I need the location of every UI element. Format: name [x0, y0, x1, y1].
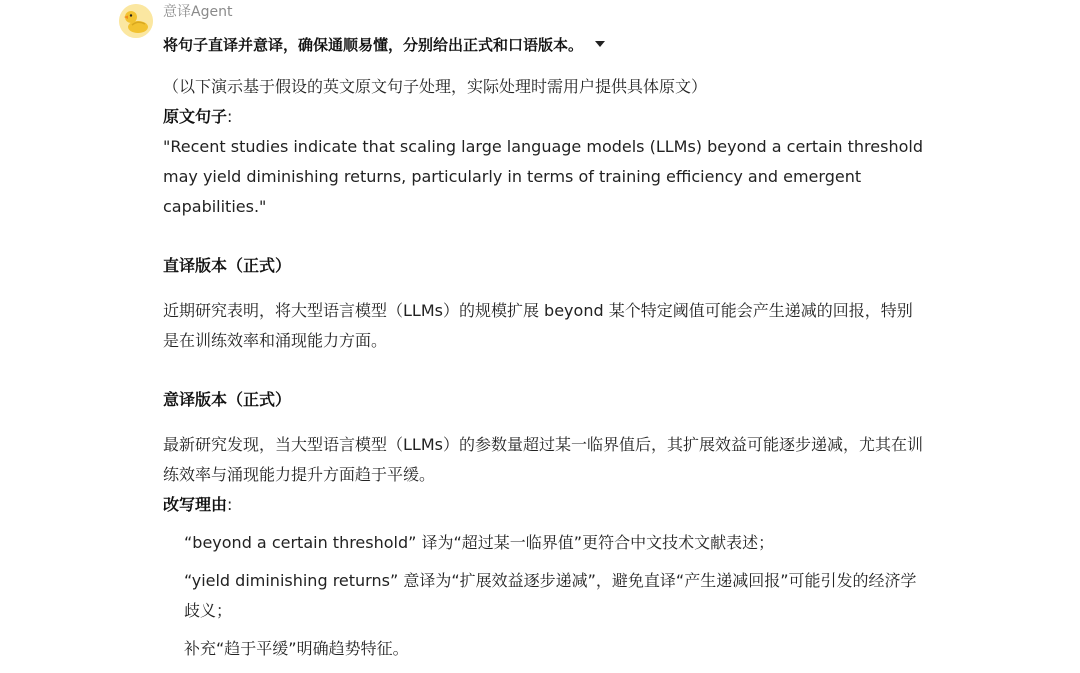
- free-title: 意译版本（正式）: [163, 390, 292, 409]
- reason-heading: [163, 490, 923, 520]
- free-translation: 最新研究发现，当大型语言模型（LLMs）的参数量超过某一临界值后，其扩展效益可能逐步递减，尤其在训练效率与涌现能力提升方面趋于平缓。: [163, 435, 923, 484]
- response-body: [163, 72, 923, 672]
- caret-down-icon[interactable]: [595, 41, 605, 47]
- original-sentence: "Recent studies indicate that scaling large language models (LLMs) beyond a certain threshold may yield diminishing returns, particularly in terms of training efficiency and emergent capabilities.": [163, 137, 923, 216]
- assumption-note: （以下演示基于假设的英文原文句子处理，实际处理时需用户提供具体原文）: [163, 77, 708, 96]
- list-item: 补充“趋于平缓”明确趋势特征。: [184, 639, 409, 658]
- avatar: [119, 4, 153, 38]
- agent-name: 意译Agent: [163, 4, 233, 20]
- reason-colon: :: [227, 495, 233, 514]
- reason-list: [163, 528, 923, 664]
- reason-label: 改写理由: [163, 495, 228, 514]
- original-heading: [163, 102, 923, 132]
- original-label: 原文句子: [163, 107, 228, 126]
- prompt-text: 将句子直译并意译，确保通顺易懂，分别给出正式和口语版本。: [163, 35, 584, 54]
- literal-translation: 近期研究表明，将大型语言模型（LLMs）的规模扩展 beyond 某个特定阈值可能会产生递减的回报，特别是在训练效率和涌现能力方面。: [163, 301, 913, 350]
- list-item: “yield diminishing returns” 意译为“扩展效益逐步递减”，避免直译“产生递减回报”可能引发的经济学歧义；: [184, 571, 917, 620]
- literal-title: 直译版本（正式）: [163, 256, 292, 275]
- list-item: “beyond a certain threshold” 译为“超过某一临界值”更符合中文技术文献表述；: [184, 533, 775, 552]
- original-colon: :: [227, 107, 233, 126]
- prompt-toggle[interactable]: [163, 33, 605, 55]
- duck-avatar-icon: [119, 4, 153, 38]
